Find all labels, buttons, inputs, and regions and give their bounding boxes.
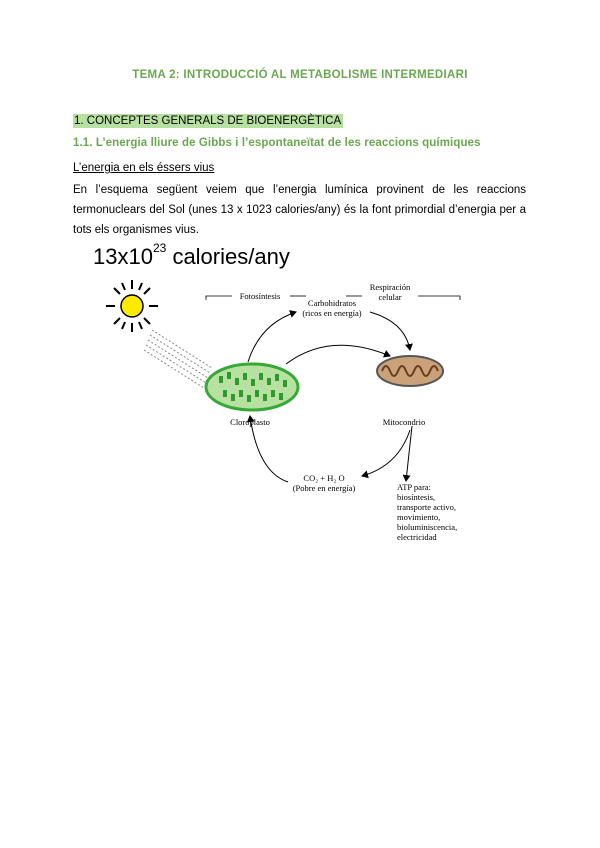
mitocondrio-label: Mitocondrio [382, 417, 426, 427]
carbohidratos-label: Carbohidratos [307, 298, 357, 308]
atp-line: transporte activo, [397, 502, 457, 512]
respiracion-label: Respiración [369, 282, 411, 292]
celular-label: celular [378, 292, 402, 302]
atp-line: bioluminiscencia, [397, 522, 458, 532]
atp-line: electricidad [397, 532, 437, 542]
energy-unit: calories/any [172, 244, 290, 269]
subsection-heading-energia: L’energia en els éssers vius [73, 162, 215, 174]
cloroplasto-label: Cloroplasto [230, 417, 270, 427]
light-rays [144, 330, 212, 388]
energy-exponent: 23 [152, 241, 167, 255]
subsection-heading-gibbs: 1.1. L’energia lliure de Gibbs i l’espontaneïtat de les reaccions químiques [73, 137, 481, 149]
atp-line: biosíntesis, [397, 492, 436, 502]
mitochondrion-icon [377, 356, 443, 386]
pobre-energia-label: (Pobre en energía) [292, 483, 356, 493]
energy-base: 13x10 [93, 244, 153, 269]
energy-cycle-diagram [100, 276, 500, 556]
atp-line: ATP para: [397, 482, 431, 492]
fotosintesis-label: Fotosíntesis [239, 291, 281, 301]
chloroplast-icon [206, 364, 298, 410]
energy-amount-label [93, 241, 290, 270]
atp-uses-list [397, 482, 457, 542]
co2-h2o-label: CO₂ + H₂ O [303, 473, 345, 483]
atp-line: movimiento, [397, 512, 441, 522]
document-title: TEMA 2: INTRODUCCIÓ AL METABOLISME INTERMEDIARI [132, 69, 468, 81]
intro-paragraph: En l’esquema següent veiem que l’energia lumínica provinent de les reaccions termonuclears del Sol (unes 13 x 1023 calories/any) és la font primordial d’energia per a tots els organismes vius. [73, 184, 526, 236]
ricos-energia-label: (ricos en energía) [302, 308, 362, 318]
section-heading-bioenergetica: 1. CONCEPTES GENERALS DE BIOENERGÈTICA [74, 115, 342, 127]
sun-icon [106, 280, 158, 332]
